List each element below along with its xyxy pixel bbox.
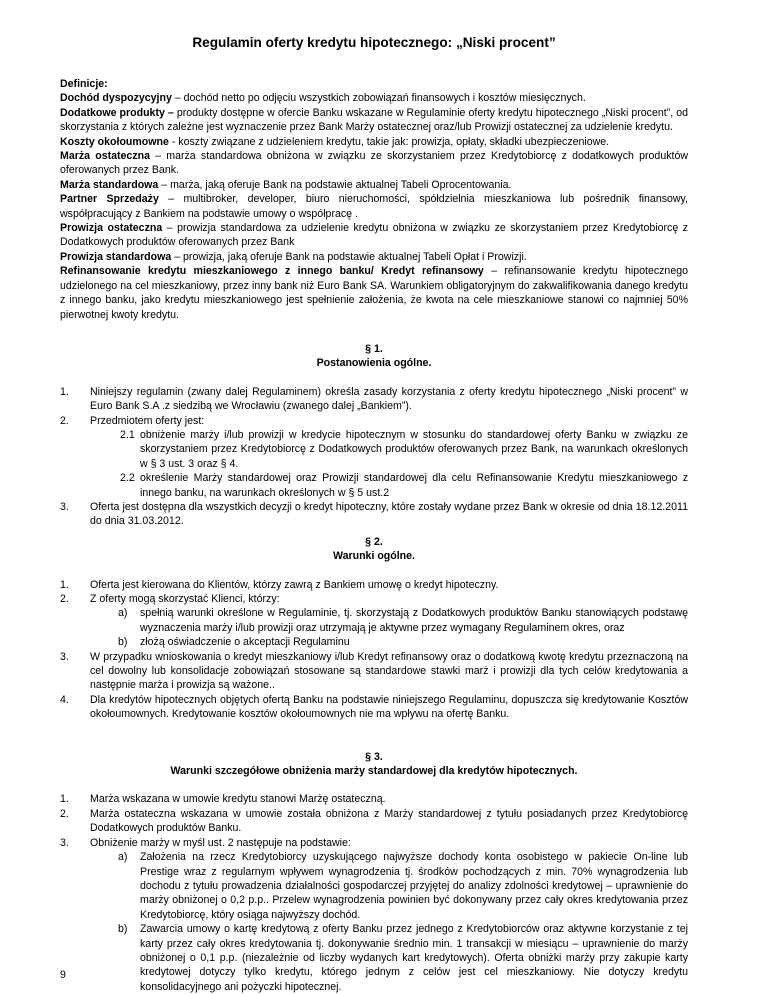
section-3-number: § 3.	[365, 750, 383, 763]
document-page	[60, 34, 688, 994]
definition-item: Refinansowanie kredytu mieszkaniowego z innego banku/ Kredyt refinansowy – refinansowanie kredytu hipotecznego udzielonego na cel mieszkaniowy, przez inny bank niż Euro Bank SA. Warunkiem obligatoryjnym do zakwalifikowania danego kredytu z innego banku, jako kredytu mieszkaniowego jest spełnienie założenia, że kwota na cele mieszkaniowe stanowi co najmniej 50% pierwotnej kwoty kredytu.	[60, 265, 688, 321]
section-1-list	[60, 385, 688, 529]
list-item: 3. Obniżenie marży w myśl ust. 2 następuje na podstawie: a) Założenia na rzecz Kredytobiorcy uzyskującego najwyższe dochody konta osobistego w pakiecie On-line lub Prestige wraz z regularnym wpływem wynagrodzenia tj. środków pochodzących z min. 70% wynagrodzenia lub dochodu z tytułu prowadzenia działalności gospodarczej przyjętej do analizy zdolności kredytowej – uprawnienie do marży obniżonej o 0,2 p.p.. Przelew wynagrodzenia powinien być dokonywany przez cały okres kredytowania przez Kredytobiorcę, który osiąga najwyższy dochód. b) Zawarcia umowy o kartę kredytową z oferty Banku przez jednego z Kredytobiorców oraz aktywne korzystanie z tej karty przez cały okres kredytowania tj. dokonywanie średnio min. 1 transakcji w miesiącu – uprawnienie do marży obniżonej o 0,1 p.p. (niezależnie od liczby wydanych kart kredytowych). Oferta obniżki marży przy zakupie karty kredytowej dotyczy tylko kredytu, którego jednym z celów jest cel mieszkaniowy. Nie dotyczy kredytu konsolidacyjnego ani pożyczki hipotecznej.	[60, 836, 688, 993]
sub-item: b) złożą oświadczenie o akceptacji Regulaminu	[118, 636, 350, 649]
list-item: 4. Dla kredytów hipotecznych objętych ofertą Banku na podstawie niniejszego Regulaminu, dopuszcza się kredytowanie Kosztów okołoumownych. Kredytowanie kosztów okołoumownych nie ma wpływu na ofertę Banku.	[60, 693, 688, 721]
definition-item: Prowizja ostateczna – prowizja standardowa za udzielenie kredytu obniżona w związku ze skorzystaniem przez Kredytobiorcę z Dodatkowych produktów oferowanych przez Bank	[60, 222, 688, 249]
list-item: 1. Marża wskazana w umowie kredytu stanowi Marżę ostateczną.	[60, 793, 386, 806]
page-number: 9	[60, 969, 66, 981]
list-item: 1. Oferta jest kierowana do Klientów, którzy zawrą z Bankiem umowę o kredyt hipoteczny.	[60, 578, 499, 591]
section-3-title: Warunki szczegółowe obniżenia marży standardowej dla kredytów hipotecznych.	[170, 765, 578, 778]
list-item: 2. Marża ostateczna wskazana w umowie została obniżona z Marży standardowej z tytułu posiadanych przez Kredytobiorcę Dodatkowych produktów Banku.	[60, 807, 688, 835]
sub-item: a) Założenia na rzecz Kredytobiorcy uzyskującego najwyższe dochody konta osobistego w pakiecie On-line lub Prestige wraz z regularnym wpływem wynagrodzenia tj. środków pochodzących z min. 70% wynagrodzenia lub dochodu z tytułu prowadzenia działalności gospodarczej przyjętej do analizy zdolności kredytowej – uprawnienie do marży obniżonej o 0,2 p.p.. Przelew wynagrodzenia powinien być dokonywany przez cały okres kredytowania przez Kredytobiorcę, który osiąga najwyższy dochód.	[118, 851, 688, 921]
definition-item: Marża standardowa – marża, jaką oferuje Bank na podstawie aktualnej Tabeli Oprocentowania.	[60, 178, 512, 191]
sub-item: a) spełnią warunki określone w Regulaminie, tj. skorzystają z Dodatkowych produktów Banku stanowiących podstawę wyznaczenia marży i/lub prowizji oraz utrzymają je aktywne przez wymagany Regulaminem okres, oraz	[118, 607, 688, 634]
definition-item: Marża ostateczna – marża standardowa obniżona w związku ze skorzystaniem przez Kredytobiorcę z dodatkowych produktów oferowanych przez Bank.	[60, 150, 688, 177]
section-1-number: § 1.	[365, 342, 383, 355]
list-item: 3. Oferta jest dostępna dla wszystkich decyzji o kredyt hipoteczny, które zostały wydane przez Bank w okresie od dnia 18.12.2011 do dnia 31.03.2012.	[60, 500, 688, 528]
section-3-list	[60, 792, 688, 994]
section-1-title: Postanowienia ogólne.	[316, 357, 432, 370]
section-2-list	[60, 578, 688, 722]
definition-item: Dochód dyspozycyjny – dochód netto po odjęciu wszystkich zobowiązań finansowych i kosztów miesięcznych.	[60, 92, 586, 105]
definition-item: Partner Sprzedaży – multibroker, developer, biuro nieruchomości, spółdzielnia mieszkaniowa lub pośrednik finansowy, współpracujący z Bankiem na podstawie umowy o współpracę .	[60, 193, 688, 220]
list-item: 2. Z oferty mogą skorzystać Klienci, którzy: a) spełnią warunki określone w Regulaminie, tj. skorzystają z Dodatkowych produktów Banku stanowiących podstawę wyznaczenia marży i/lub prowizji oraz utrzymają je aktywne przez wymagany Regulaminem okres, oraz b) złożą oświadczenie o akceptacji Regulaminu	[60, 593, 688, 649]
definition-item: Koszty okołoumowne - koszty związane z udzieleniem kredytu, takie jak: prowizja, opłaty, składki ubezpieczeniowe.	[60, 135, 610, 148]
definition-item: Dodatkowe produkty – produkty dostępne w ofercie Banku wskazane w Regulaminie oferty kredytu hipotecznego „Niski procent”, od skorzystania z których zależne jest wyznaczenie przez Bank Marży ostatecznej oraz/lub Prowizji ostatecznej za udzielenie kredytu.	[60, 106, 688, 134]
sub-item: 2.2 określenie Marży standardowej oraz Prowizji standardowej dla celu Refinansowanie Kredytu mieszkaniowego z innego banku, na warunkach określonych w § 5 ust.2	[120, 472, 688, 499]
definition-item: Prowizja standardowa – prowizja, jaką oferuje Bank na podstawie aktualnej Tabeli Opłat i Prowizji.	[60, 250, 527, 263]
section-2-number: § 2.	[365, 535, 383, 548]
page-title: Regulamin oferty kredytu hipotecznego: „Niski procent”	[192, 35, 556, 50]
definitions-heading: Definicje:	[60, 78, 108, 90]
sub-item: b) Zawarcia umowy o kartę kredytową z oferty Banku przez jednego z Kredytobiorców oraz aktywne korzystanie z tej karty przez cały okres kredytowania tj. dokonywanie średnio min. 1 transakcji w miesiącu – uprawnienie do marży obniżonej o 0,1 p.p. (niezależnie od liczby wydanych kart kredytowych). Oferta obniżki marży przy zakupie karty kredytowej dotyczy tylko kredytu, którego jednym z celów jest cel mieszkaniowy. Nie dotyczy kredytu konsolidacyjnego ani pożyczki hipotecznej.	[118, 923, 688, 993]
list-item: 2. Przedmiotem oferty jest: 2.1 obniżenie marży i/lub prowizji w kredycie hipotecznym w stosunku do standardowej oferty Banku w związku ze skorzystaniem przez Kredytobiorcę z Dodatkowych produktów oferowanych przez Bank, na warunkach określonych w § 3 ust. 3 oraz § 4. 2.2 określenie Marży standardowej oraz Prowizji standardowej dla celu Refinansowanie Kredytu mieszkaniowego z innego banku, na warunkach określonych w § 5 ust.2	[60, 414, 688, 499]
list-item: 1. Niniejszy regulamin (zwany dalej Regulaminem) określa zasady korzystania z oferty kredytu hipotecznego „Niski procent” w Euro Bank S.A .z siedzibą we Wrocławiu (zwanego dalej „Bankiem”).	[60, 385, 688, 413]
sub-item: 2.1 obniżenie marży i/lub prowizji w kredycie hipotecznym w stosunku do standardowej oferty Banku w związku ze skorzystaniem przez Kredytobiorcę z Dodatkowych produktów oferowanych przez Bank, na warunkach określonych w § 3 ust. 3 oraz § 4.	[120, 428, 688, 470]
list-item: 3. W przypadku wnioskowania o kredyt mieszkaniowy i/lub Kredyt refinansowy oraz o dodatkową kwotę kredytu przeznaczoną na cel dowolny lub konsolidacje zobowiązań stosowane są standardowe stawki marż i prowizji dla tych celów kredytowania a następnie marża i prowizja są ważone..	[60, 650, 688, 692]
section-2-title: Warunki ogólne.	[332, 550, 415, 563]
